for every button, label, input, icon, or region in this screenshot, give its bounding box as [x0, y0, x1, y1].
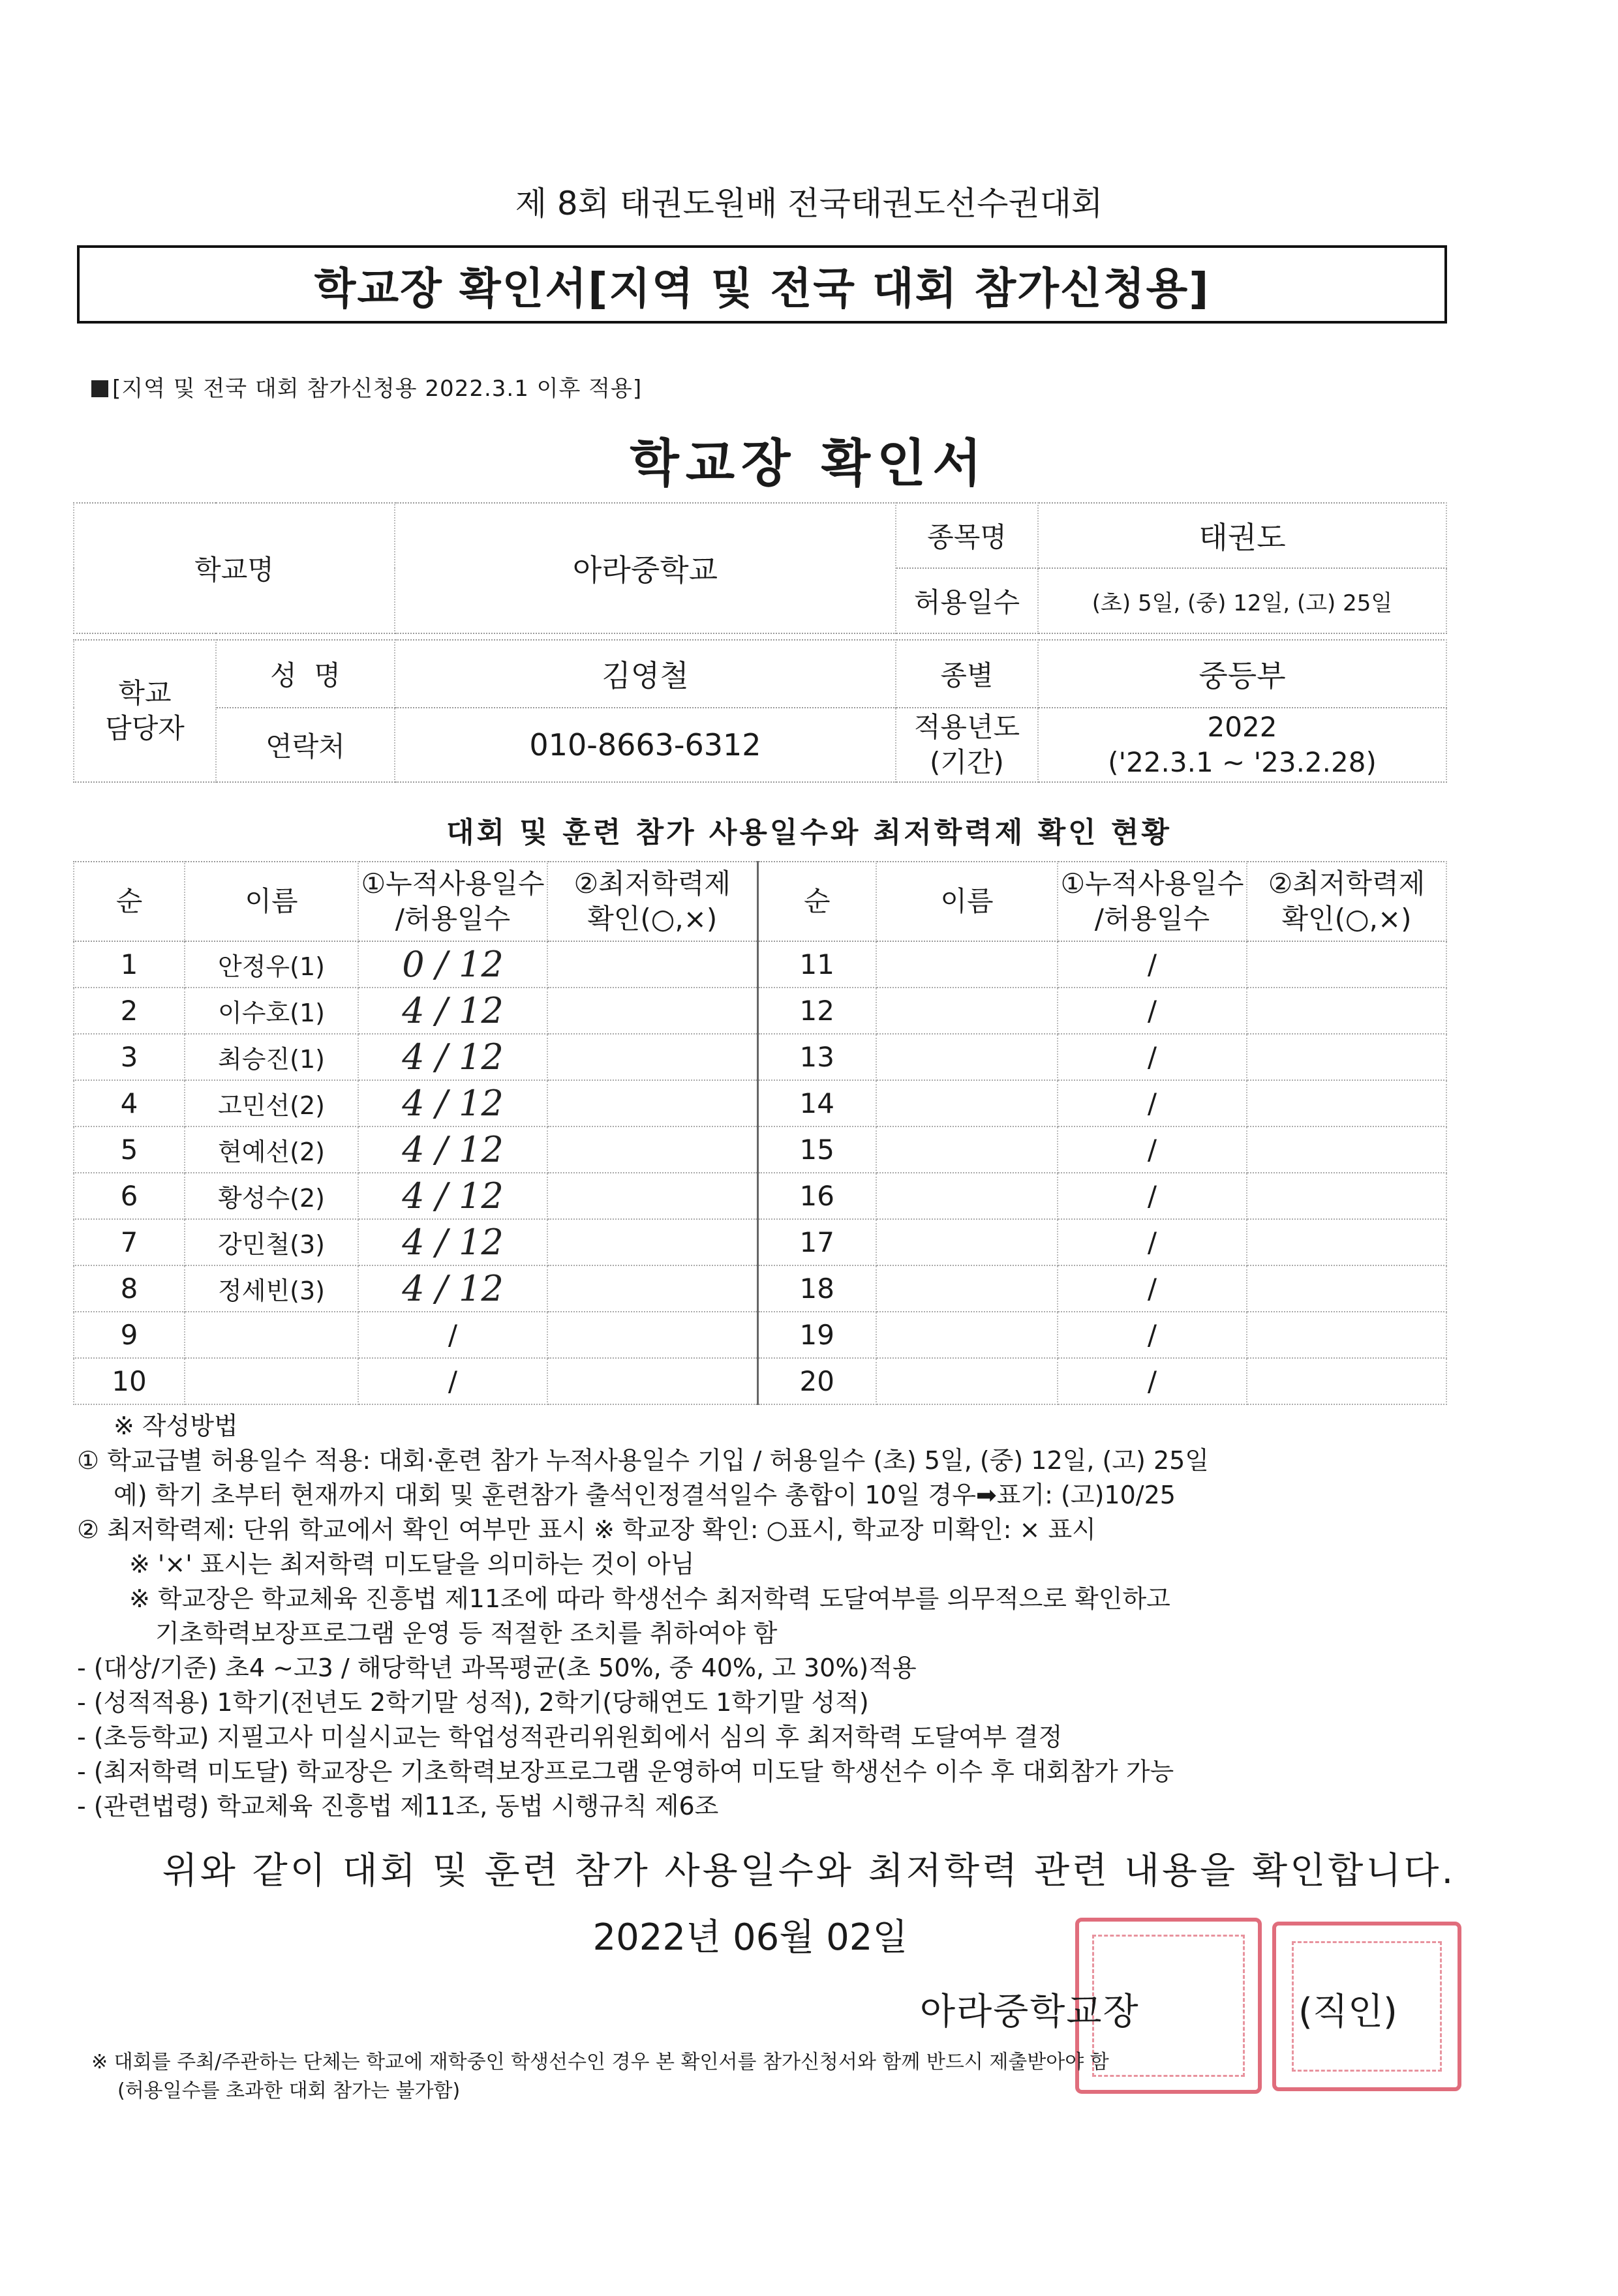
roster-min-check — [1247, 1265, 1446, 1312]
footnote-line1: ※ 대회를 주최/주관하는 단체는 학교에 재학중인 학생선수인 경우 본 확인서를 참가신청서와 함께 반드시 제출받아야 함 — [91, 2051, 1109, 2074]
instruction-item-2: ② 최저학력제: 단위 학교에서 확인 여부만 표시 ※ 학교장 확인: ○표시, 학교장 미확인: × 표시 — [77, 1515, 1096, 1544]
instructions-heading: ※ 작성방법 — [114, 1412, 238, 1440]
roster-no: 5 — [74, 1126, 185, 1173]
roster-no: 7 — [74, 1219, 185, 1265]
allowed-days-label: 허용일수 — [896, 568, 1038, 633]
roster-no: 16 — [757, 1173, 876, 1219]
roster-days: 4 / 12 — [358, 988, 547, 1034]
roster-min-check — [1247, 1312, 1446, 1358]
roster-days: 0 / 12 — [358, 941, 547, 988]
roster-no: 4 — [74, 1080, 185, 1126]
roster-no: 6 — [74, 1173, 185, 1219]
roster-days: 4 / 12 — [358, 1219, 547, 1265]
year-value — [1038, 708, 1446, 782]
roster-no: 1 — [74, 941, 185, 988]
col-min-line2: 확인(○,×) — [587, 903, 718, 935]
roster-min-check — [1247, 1080, 1446, 1126]
col-days-line1-right: ①누적사용일수 — [1060, 868, 1244, 899]
seal-label: (직인) — [1298, 1991, 1397, 2033]
year-label — [896, 708, 1038, 782]
roster-days: / — [1058, 988, 1247, 1034]
col-min-line1: ②최저학력제 — [573, 868, 731, 899]
table-row — [74, 988, 1446, 1034]
roster-name — [185, 1312, 358, 1358]
competition-title: 제 8회 태권도원배 전국태권도선수권대회 — [515, 185, 1103, 222]
instruction-dash-1: - (대상/기준) 초4 ~고3 / 해당학년 과목평균(초 50%, 중 40%, 고 30%)적용 — [77, 1654, 917, 1682]
table-row — [74, 1126, 1446, 1173]
roster-min-check — [547, 1312, 757, 1358]
instruction-note-1: ※ '×' 표시는 최저학력 미도달을 의미하는 것이 아님 — [129, 1550, 695, 1578]
instruction-item-1b: 예) 학기 초부터 현재까지 대회 및 훈련참가 출석인정결석일수 총합이 10일 경우➡표기: (고)10/25 — [114, 1481, 1176, 1509]
roster-name: 현예선(2) — [185, 1126, 358, 1173]
roster-min-check — [547, 1173, 757, 1219]
confirm-statement: 위와 같이 대회 및 훈련 참가 사용일수와 최저학력 관련 내용을 확인합니다. — [162, 1850, 1456, 1892]
roster-days: / — [1058, 1126, 1247, 1173]
roster-no: 13 — [757, 1034, 876, 1080]
year-label-line2: (기간) — [930, 746, 1004, 778]
roster-name — [876, 941, 1058, 988]
info-table — [73, 502, 1447, 783]
roster-min-check — [547, 1265, 757, 1312]
roster-days: 4 / 12 — [358, 1080, 547, 1126]
applicability-note — [91, 370, 642, 402]
col-no-header: 순 — [74, 862, 185, 941]
roster-days: / — [1058, 1173, 1247, 1219]
roster-min-check — [547, 988, 757, 1034]
col-days-header — [358, 862, 547, 941]
roster-days: / — [1058, 1312, 1247, 1358]
name-value: 김영철 — [395, 640, 896, 708]
header-title: 학교장 확인서[지역 및 전국 대회 참가신청용] — [314, 263, 1210, 314]
roster-name: 안정우(1) — [185, 941, 358, 988]
col-min-header — [547, 862, 757, 941]
category-value: 중등부 — [1038, 640, 1446, 708]
roster-min-check — [1247, 1034, 1446, 1080]
section-title: 대회 및 훈련 참가 사용일수와 최저학력제 확인 현황 — [446, 816, 1172, 849]
roster-no: 14 — [757, 1080, 876, 1126]
roster-days: / — [1058, 1034, 1247, 1080]
table-row — [74, 1080, 1446, 1126]
allowed-days-value: (초) 5일, (중) 12일, (고) 25일 — [1038, 568, 1446, 633]
instruction-dash-3: - (초등학교) 지필고사 미실시교는 학업성적관리위원회에서 심의 후 최저학력 도달여부 결정 — [77, 1723, 1063, 1751]
roster-min-check — [547, 1358, 757, 1404]
roster-days: 4 / 12 — [358, 1265, 547, 1312]
instructions — [77, 1409, 1473, 1824]
manager-label-line1: 학교 — [118, 677, 172, 709]
table-row — [74, 1265, 1446, 1312]
roster-min-check — [1247, 941, 1446, 988]
footnote-line2: (허용일수를 초과한 대회 참가는 불가함) — [117, 2079, 461, 2102]
roster-min-check — [547, 1034, 757, 1080]
contact-label: 연락처 — [216, 708, 395, 782]
roster-no: 17 — [757, 1219, 876, 1265]
roster-min-check — [547, 1126, 757, 1173]
col-days-line1: ①누적사용일수 — [361, 868, 545, 899]
instruction-note-2a: ※ 학교장은 학교체육 진흥법 제11조에 따라 학생선수 최저학력 도달여부를 의무적으로 확인하고 — [129, 1584, 1170, 1613]
col-min-line2-right: 확인(○,×) — [1281, 903, 1412, 935]
col-no-header-right: 순 — [757, 862, 876, 941]
table-row — [74, 941, 1446, 988]
roster-days: / — [358, 1358, 547, 1404]
roster-min-check — [1247, 1358, 1446, 1404]
table-row — [74, 1219, 1446, 1265]
roster-name — [876, 1358, 1058, 1404]
roster-days: / — [1058, 941, 1247, 988]
roster-name — [185, 1358, 358, 1404]
year-value-line1: 2022 — [1207, 711, 1277, 743]
document-title: 학교장 확인서 — [630, 434, 988, 493]
roster-min-check — [1247, 1173, 1446, 1219]
col-days-line2-right: /허용일수 — [1094, 903, 1210, 935]
roster-body — [74, 941, 1446, 1404]
roster-name — [876, 1173, 1058, 1219]
roster-days: 4 / 12 — [358, 1034, 547, 1080]
roster-no: 3 — [74, 1034, 185, 1080]
header-title-box — [77, 245, 1447, 324]
table-row — [74, 1034, 1446, 1080]
roster-min-check — [1247, 1126, 1446, 1173]
issue-date: 2022년 06월 02일 — [592, 1916, 908, 1959]
col-name-header: 이름 — [185, 862, 358, 941]
roster-name — [876, 1126, 1058, 1173]
roster-no: 20 — [757, 1358, 876, 1404]
roster-days: 4 / 12 — [358, 1126, 547, 1173]
manager-label-line2: 담당자 — [105, 712, 185, 744]
roster-header-row — [74, 862, 1446, 941]
roster-days: / — [1058, 1358, 1247, 1404]
event-value: 태권도 — [1038, 503, 1446, 568]
roster-no: 2 — [74, 988, 185, 1034]
table-row — [74, 1173, 1446, 1219]
roster-no: 11 — [757, 941, 876, 988]
roster-name — [876, 1080, 1058, 1126]
col-min-header-right — [1247, 862, 1446, 941]
principal-line: 아라중학교장 — [920, 1991, 1140, 2033]
roster-no: 19 — [757, 1312, 876, 1358]
year-value-line2: ('22.3.1 ~ '23.2.28) — [1108, 746, 1377, 778]
roster-min-check — [1247, 1219, 1446, 1265]
roster-days: / — [1058, 1265, 1247, 1312]
school-label: 학교명 — [74, 503, 395, 633]
instruction-dash-2: - (성적적용) 1학기(전년도 2학기말 성적), 2학기(당해연도 1학기말 성적) — [77, 1688, 869, 1717]
year-label-line1: 적용년도 — [913, 711, 1020, 743]
instruction-item-1a: ① 학교급별 허용일수 적용: 대회·훈련 참가 누적사용일수 기입 / 허용일수 (초) 5일, (중) 12일, (고) 25일 — [77, 1446, 1210, 1475]
manager-label — [74, 640, 216, 782]
roster-table — [73, 861, 1447, 1405]
roster-days: / — [1058, 1219, 1247, 1265]
col-days-header-right — [1058, 862, 1247, 941]
roster-days: 4 / 12 — [358, 1173, 547, 1219]
roster-no: 9 — [74, 1312, 185, 1358]
col-days-line2: /허용일수 — [395, 903, 511, 935]
event-label: 종목명 — [896, 503, 1038, 568]
roster-no: 15 — [757, 1126, 876, 1173]
roster-no: 8 — [74, 1265, 185, 1312]
roster-name: 황성수(2) — [185, 1173, 358, 1219]
col-name-header-right: 이름 — [876, 862, 1058, 941]
contact-value: 010-8663-6312 — [395, 708, 896, 782]
roster-name: 최승진(1) — [185, 1034, 358, 1080]
roster-name: 정세빈(3) — [185, 1265, 358, 1312]
roster-no: 10 — [74, 1358, 185, 1404]
roster-name: 이수호(1) — [185, 988, 358, 1034]
roster-min-check — [547, 941, 757, 988]
instruction-dash-5: - (관련법령) 학교체육 진흥법 제11조, 동법 시행규칙 제6조 — [77, 1792, 719, 1820]
instruction-dash-4: - (최저학력 미도달) 학교장은 기초학력보장프로그램 운영하여 미도달 학생선수 이수 후 대회참가 가능 — [77, 1757, 1174, 1786]
table-row — [74, 1312, 1446, 1358]
instruction-note-2b: 기초학력보장프로그램 운영 등 적절한 조치를 취하여야 함 — [155, 1619, 778, 1648]
roster-days: / — [1058, 1080, 1247, 1126]
roster-name: 고민선(2) — [185, 1080, 358, 1126]
roster-name — [876, 1034, 1058, 1080]
name-label: 성 명 — [216, 640, 395, 708]
applicability-note-text: [지역 및 전국 대회 참가신청용 2022.3.1 이후 적용] — [112, 376, 643, 402]
table-row — [74, 1358, 1446, 1404]
roster-name: 강민철(3) — [185, 1219, 358, 1265]
roster-min-check — [547, 1080, 757, 1126]
col-min-line1-right: ②최저학력제 — [1268, 868, 1426, 899]
roster-no: 12 — [757, 988, 876, 1034]
roster-name — [876, 1265, 1058, 1312]
roster-no: 18 — [757, 1265, 876, 1312]
roster-name — [876, 1219, 1058, 1265]
square-bullet-icon — [91, 380, 108, 397]
roster-min-check — [547, 1219, 757, 1265]
roster-min-check — [1247, 988, 1446, 1034]
roster-name — [876, 988, 1058, 1034]
school-value: 아라중학교 — [395, 503, 896, 633]
footnote — [91, 2048, 1474, 2106]
roster-days: / — [358, 1312, 547, 1358]
category-label: 종별 — [896, 640, 1038, 708]
roster-name — [876, 1312, 1058, 1358]
